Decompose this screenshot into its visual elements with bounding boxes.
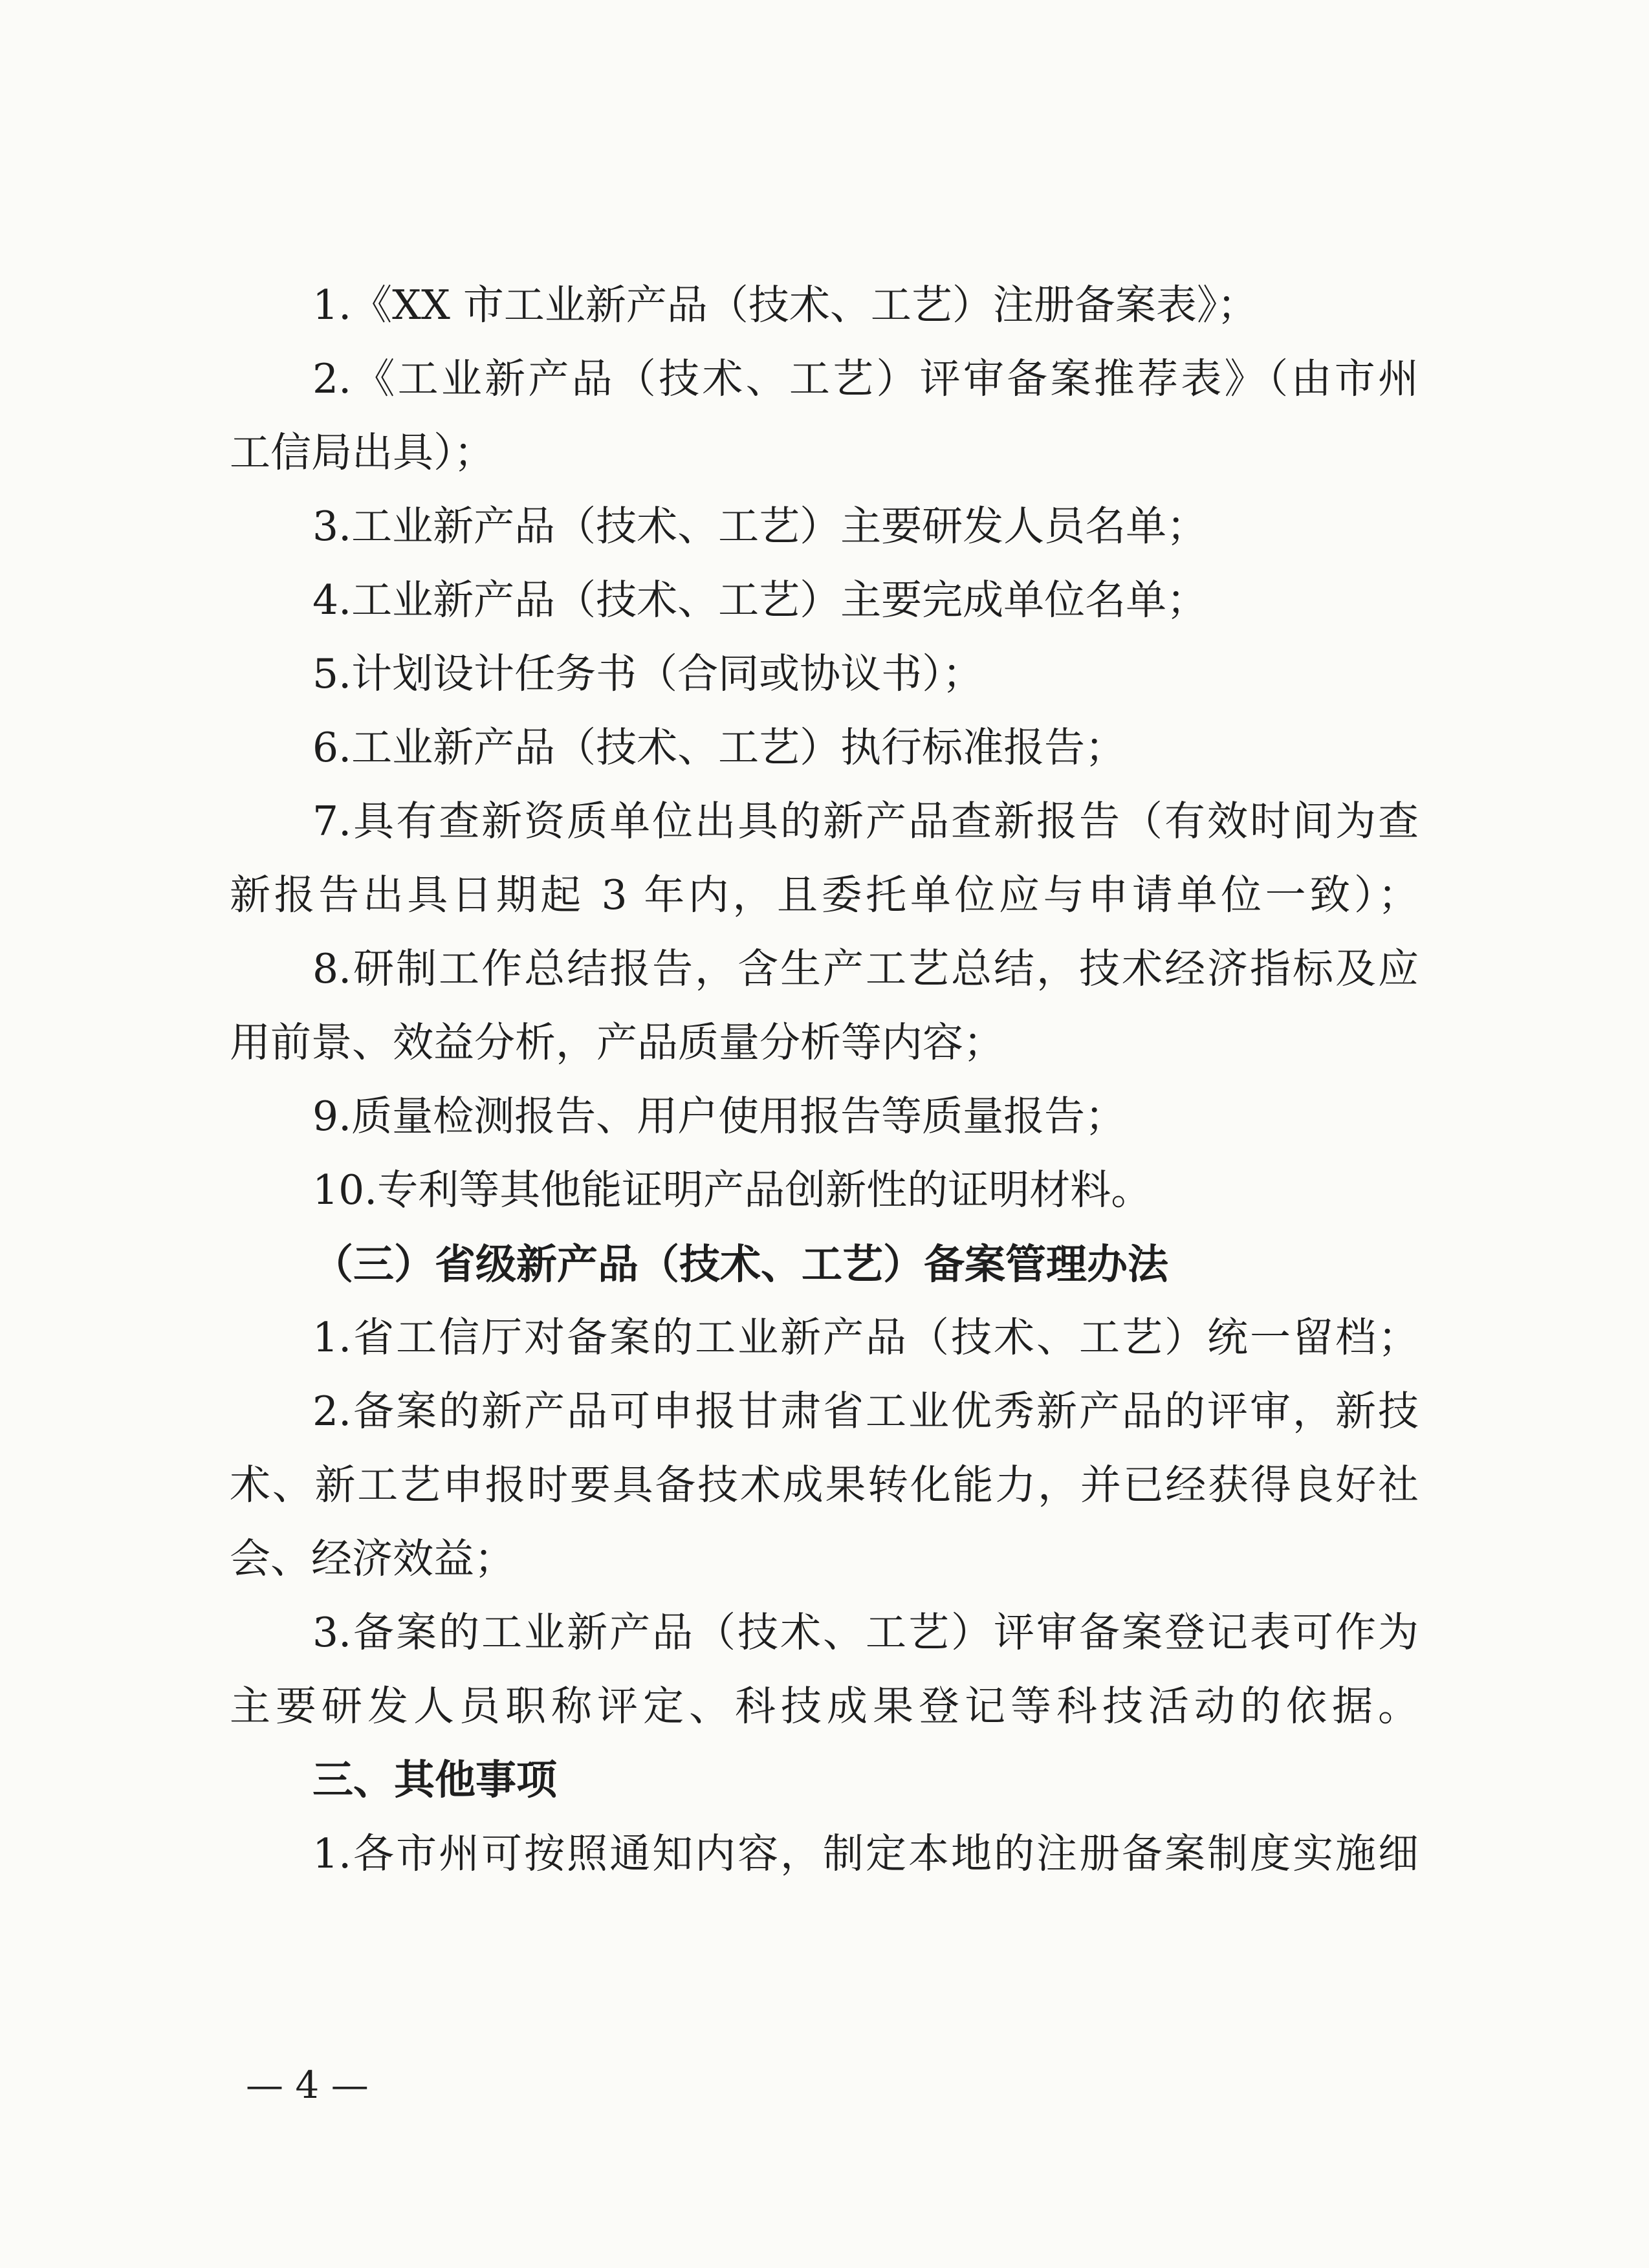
list-item-7-continued: 新报告出具日期起 3 年内，且委托单位应与申请单位一致）；: [230, 871, 1419, 919]
list-item-5: 5.计划设计任务书（合同或协议书）；: [312, 650, 983, 697]
management-item-1: 1.省工信厅对备案的工业新产品（技术、工艺）统一留档；: [312, 1314, 1419, 1361]
list-item-2: 2.《工业新产品（技术、工艺）评审备案推荐表》（由市州: [312, 355, 1419, 402]
list-item-6: 6.工业新产品（技术、工艺）执行标准报告；: [312, 724, 1126, 771]
list-item-8: 8.研制工作总结报告，含生产工艺总结，技术经济指标及应: [312, 945, 1419, 992]
list-item-8-continued: 用前景、效益分析，产品质量分析等内容；: [230, 1019, 1004, 1066]
page-number: — 4 —: [246, 2063, 369, 2107]
management-item-2-continued: 术、新工艺申报时要具备技术成果转化能力，并已经获得良好社: [230, 1461, 1419, 1509]
list-item-2-continued: 工信局出具）；: [230, 429, 495, 476]
management-item-2: 2.备案的新产品可申报甘肃省工业优秀新产品的评审，新技: [312, 1388, 1419, 1435]
list-item-4: 4.工业新产品（技术、工艺）主要完成单位名单；: [312, 576, 1208, 624]
management-item-3-continued: 主要研发人员职称评定、科技成果登记等科技活动的依据。: [230, 1683, 1419, 1730]
list-item-10: 10.专利等其他能证明产品创新性的证明材料。: [312, 1166, 1152, 1214]
list-item-9: 9.质量检测报告、用户使用报告等质量报告；: [312, 1093, 1126, 1140]
list-item-1: 1.《XX 市工业新产品（技术、工艺）注册备案表》；: [312, 281, 1258, 329]
list-item-3: 3.工业新产品（技术、工艺）主要研发人员名单；: [312, 503, 1208, 550]
management-item-3: 3.备案的工业新产品（技术、工艺）评审备案登记表可作为: [312, 1609, 1419, 1656]
management-item-2-end: 会、经济效益；: [230, 1535, 515, 1582]
list-item-7: 7.具有查新资质单位出具的新产品查新报告（有效时间为查: [312, 798, 1419, 845]
section-heading-3: （三）省级新产品（技术、工艺）备案管理办法: [312, 1240, 1168, 1288]
other-matters-item-1: 1.各市州可按照通知内容，制定本地的注册备案制度实施细: [312, 1830, 1419, 1877]
section-heading-other-matters: 三、其他事项: [312, 1756, 557, 1804]
